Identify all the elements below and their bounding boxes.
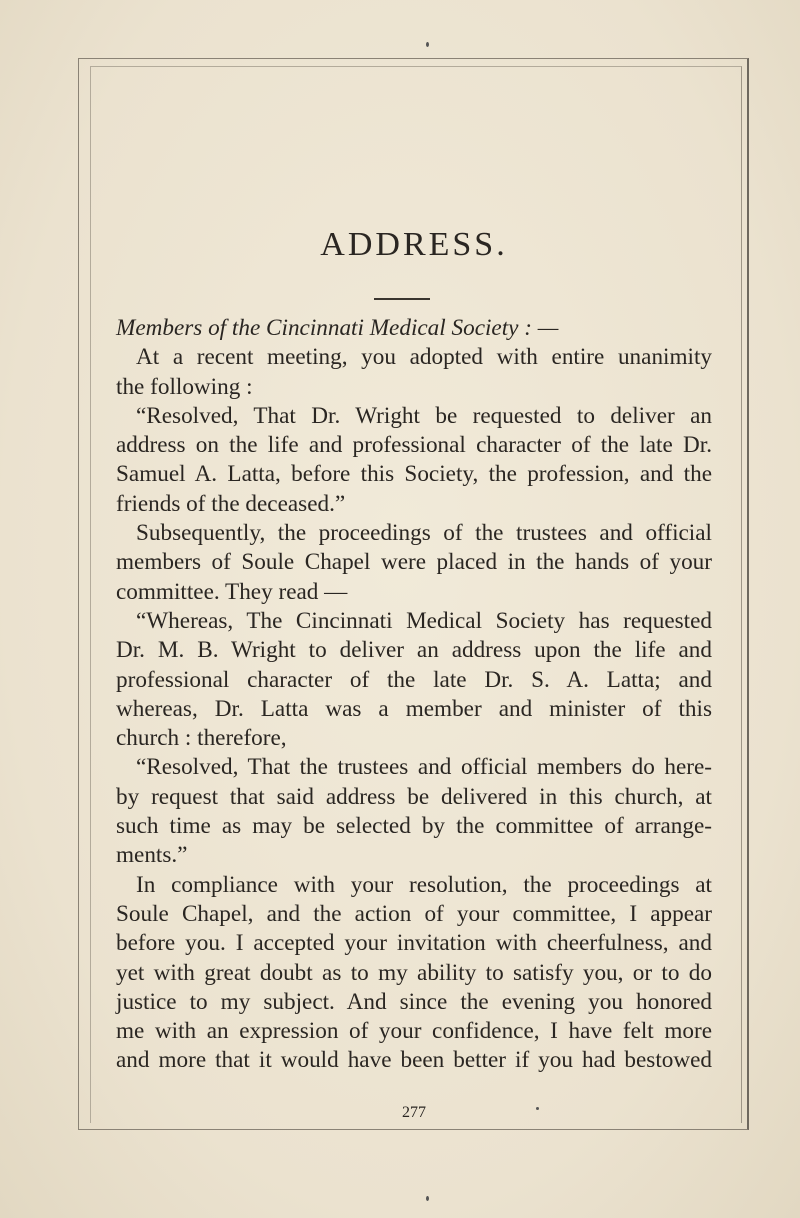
text-line: by request that said address be delivered in this church, at [116, 783, 712, 810]
text-line: me with an expression of your confidence, I have felt more [116, 1018, 712, 1045]
ink-speck [426, 1196, 429, 1201]
text-line: Subsequently, the proceedings of the trustees and official [136, 520, 712, 547]
text-line: friends of the deceased.” [116, 490, 346, 517]
ink-speck [426, 42, 429, 47]
text-line: Soule Chapel, and the action of your committee, I appear [116, 900, 712, 927]
text-line: “Resolved, That Dr. Wright be requested to deliver an [136, 402, 712, 429]
text-line: members of Soule Chapel were placed in the hands of your [116, 549, 712, 576]
text-line: the following : [116, 373, 253, 400]
text-line: whereas, Dr. Latta was a member and minister of this [116, 695, 712, 722]
text-line: address on the life and professional character of the late Dr. [116, 432, 712, 459]
salutation: Members of the Cincinnati Medical Society : — [116, 315, 559, 341]
text-line: church : therefore, [116, 725, 287, 752]
text-line: “Whereas, The Cincinnati Medical Society has requested [136, 607, 712, 634]
text-line: Dr. M. B. Wright to deliver an address upon the life and [116, 637, 712, 664]
address-body [116, 314, 712, 1076]
text-line: and more that it would have been better if you had bestowed [116, 1047, 712, 1074]
text-line: Samuel A. Latta, before this Society, the profession, and the [116, 461, 712, 488]
text-line: “Resolved, That the trustees and official members do here- [136, 754, 712, 781]
page-title: ADDRESS. [320, 226, 508, 263]
text-line: professional character of the late Dr. S. A. Latta; and [116, 666, 712, 693]
text-line: justice to my subject. And since the evening you honored [116, 988, 712, 1015]
text-line: ments.” [116, 842, 188, 869]
text-line: In compliance with your resolution, the proceedings at [136, 871, 712, 898]
text-line: committee. They read — [116, 578, 348, 605]
title-rule [374, 298, 430, 300]
text-line: before you. I accepted your invitation with cheerfulness, and [116, 930, 712, 957]
text-line: yet with great doubt as to my ability to satisfy you, or to do [116, 959, 712, 986]
paragraph-lines [116, 343, 712, 1075]
text-line: such time as may be selected by the committee of arrange- [116, 813, 712, 840]
text-line: At a recent meeting, you adopted with entire unanimity [136, 344, 712, 371]
page-number: 277 [402, 1104, 426, 1121]
